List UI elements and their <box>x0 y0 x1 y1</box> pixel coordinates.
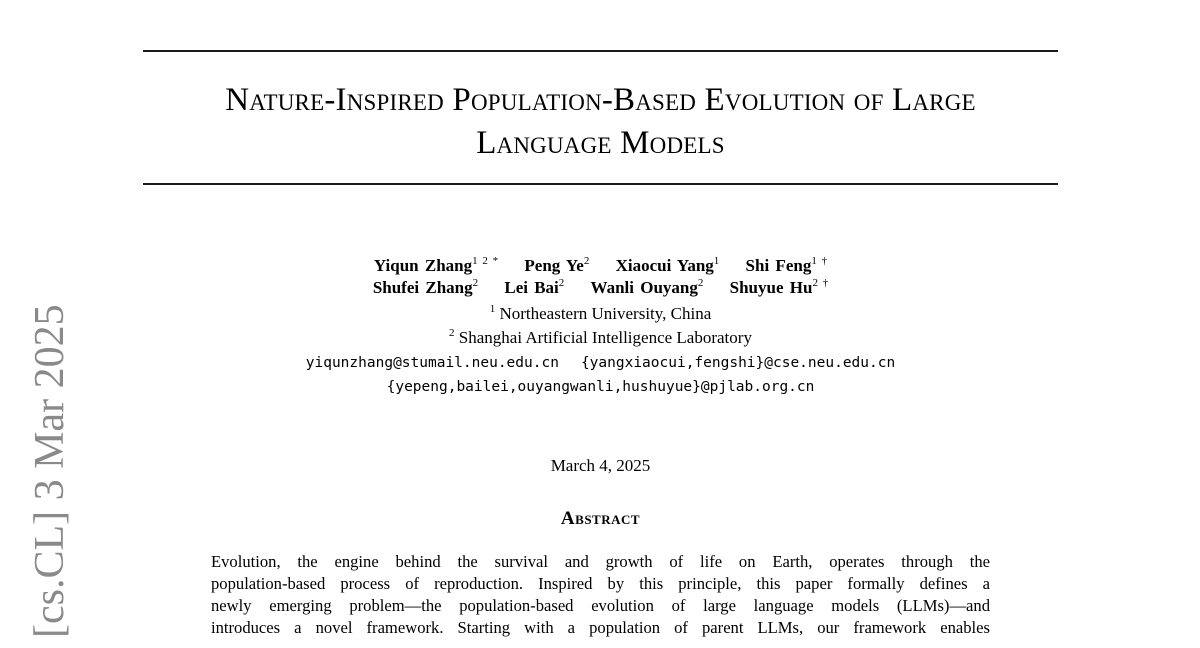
arxiv-stamp: [cs.CL] 3 Mar 2025 <box>27 304 73 638</box>
title-rule-bottom <box>143 183 1058 185</box>
author: Peng Ye$^2$ <box>524 255 590 275</box>
affiliation-1: $^1$ Northeastern University, China <box>489 303 712 323</box>
abstract-line: newly emerging problem—the population-based evolution of large language models (LLMs)—and <box>211 596 990 615</box>
author: Shi Feng$^{1 \dagger}$ <box>745 255 828 275</box>
abstract-heading: Abstract <box>560 508 641 529</box>
author: Xiaocui Yang$^1$ <box>615 255 720 275</box>
author: Lei Bai$^2$ <box>504 277 565 297</box>
affiliation-2: $^2$ Shanghai Artificial Intelligence Laboratory <box>449 327 752 347</box>
abstract-line: population-based process of reproduction. Inspired by this principle, this paper formally defines a <box>211 574 990 593</box>
emails-row-2 <box>143 376 1058 398</box>
author: Wanli Ouyang$^2$ <box>590 277 704 297</box>
email: yiqunzhang@stumail.neu.edu.cn <box>305 355 559 371</box>
abstract-body <box>211 551 990 639</box>
author: Shufei Zhang$^2$ <box>372 277 479 297</box>
email: {yepeng,bailei,ouyangwanli,hushuyue}@pjlab.org.cn <box>386 379 815 395</box>
title-rule-top <box>143 50 1058 52</box>
emails-row-1 <box>143 352 1058 374</box>
authors-row-2 <box>143 277 1058 299</box>
paper-title-line-1: Nature-Inspired Population-Based Evolution of Large <box>225 82 976 118</box>
abstract-line: Evolution, the engine behind the survival and growth of life on Earth, operates through the <box>211 552 990 571</box>
abstract-line: introduces a novel framework. Starting with a population of parent LLMs, our framework enables <box>211 618 990 637</box>
paper-date: March 4, 2025 <box>550 456 651 475</box>
author: Yiqun Zhang$^{1 2 *}$ <box>373 255 499 275</box>
author: Shuyue $Hu^{2 \dagger}$ <box>729 277 829 297</box>
authors-row-1 <box>143 255 1058 277</box>
email: {yangxiaocui,fengshi}@cse.neu.edu.cn <box>580 355 896 371</box>
paper-title-line-2: Language Models <box>476 125 725 161</box>
